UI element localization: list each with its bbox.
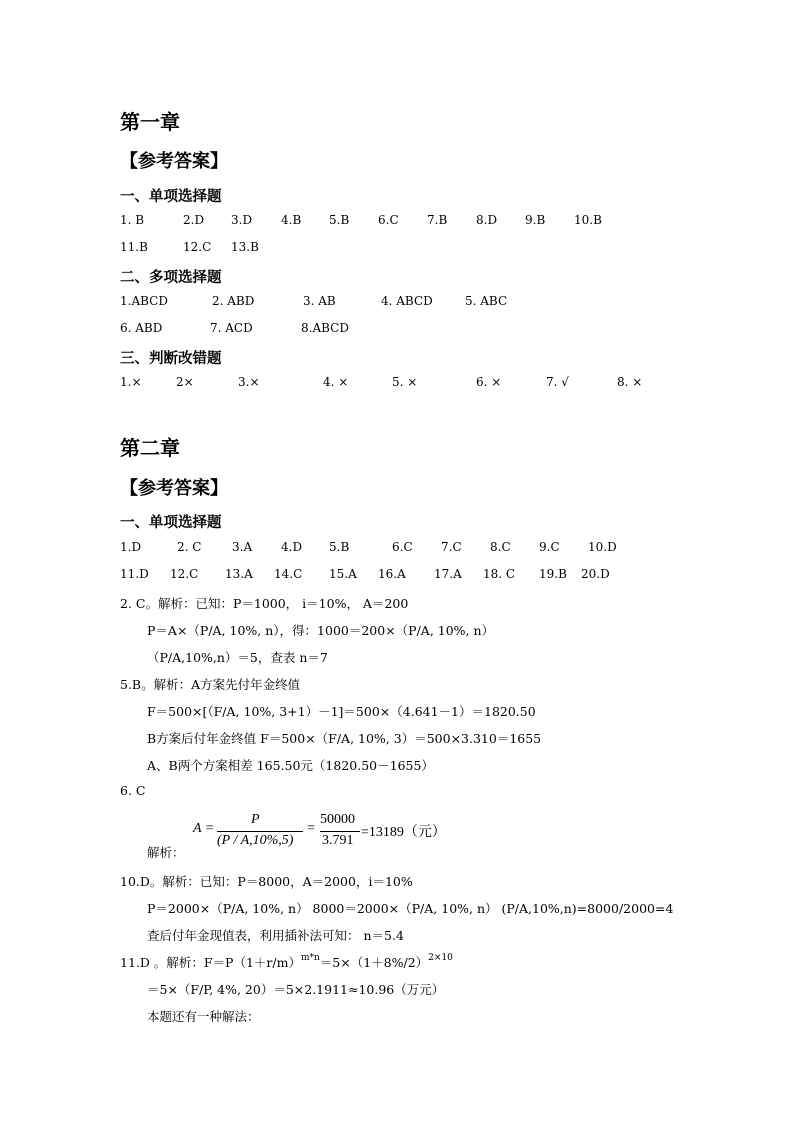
- formula-equals: =: [307, 821, 315, 836]
- solution-line: （P/A,10%,n）＝5，查表 n＝7: [147, 650, 328, 665]
- formula-lhs: A =: [193, 821, 215, 836]
- formula-result: =13189（元）: [361, 825, 446, 840]
- solution-line: 本题还有一种解法：: [147, 1009, 260, 1024]
- chapter-1-multi-row-1: [0, 294, 794, 310]
- fraction-bar: [217, 831, 303, 832]
- answer-item: 6.C: [378, 213, 399, 227]
- answer-item: 8.D: [476, 213, 498, 227]
- answer-item: 13.B: [231, 240, 259, 254]
- solution-line: ＝5×（F/P, 4%, 20）＝5×2.1911≈10.96（万元）: [147, 982, 445, 997]
- answer-item: 8.C: [490, 540, 511, 554]
- formula-numerator: P: [251, 812, 260, 827]
- chapter-1-title: 第一章: [120, 110, 180, 134]
- chapter-1-judge-row: [0, 375, 794, 391]
- answer-item: 3.D: [231, 213, 253, 227]
- answer-item: 2.D: [183, 213, 205, 227]
- solution-line: F＝500×[（F/A, 10%, 3+1）－1]＝500×（4.641－1）＝1820.50: [147, 704, 536, 719]
- answer-item: 3. AB: [303, 294, 336, 308]
- answer-item: 2. ABD: [212, 294, 255, 308]
- answer-item: 1.ABCD: [120, 294, 168, 308]
- solution-line: 10.D。解析：已知：P＝8000，A＝2000，i＝10%: [120, 874, 413, 889]
- solution-line: P＝2000×（P/A, 10%, n） 8000＝2000×（P/A, 10%, n） (P/A,10%,n)=8000/2000=4: [147, 901, 674, 916]
- formula-numerator-2: 50000: [320, 812, 355, 827]
- answer-item: 17.A: [434, 567, 462, 581]
- chapter-1-single-choice-title: 一、单项选择题: [120, 189, 222, 205]
- answer-item: 9.C: [539, 540, 560, 554]
- answer-item: 4.D: [281, 540, 303, 554]
- formula-denominator: (P / A,10%,5): [217, 833, 294, 848]
- answer-item: 12.C: [183, 240, 212, 254]
- answer-item: 1.×: [120, 375, 142, 389]
- answer-item: 6. ×: [476, 375, 502, 389]
- answer-item: 11.B: [120, 240, 148, 254]
- answer-item: 5. ABC: [465, 294, 508, 308]
- answer-item: 8. ×: [617, 375, 643, 389]
- chapter-2-single-row-2: [0, 567, 794, 583]
- answer-item: 7.C: [441, 540, 462, 554]
- answer-item: 6. ABD: [120, 321, 163, 335]
- answer-item: 15.A: [329, 567, 357, 581]
- solution-line-text: ＝5×（1＋8%/2）: [319, 955, 429, 970]
- solution-line: 查后付年金现值表，利用插补法可知： n＝5.4: [147, 928, 404, 943]
- chapter-1-multi-choice-title: 二、多项选择题: [120, 270, 222, 286]
- solution-line: P＝A×（P/A, 10%, n），得：1000＝200×（P/A, 10%, n）: [147, 623, 495, 638]
- fraction-bar: [320, 831, 360, 832]
- answer-item: 1.D: [120, 540, 142, 554]
- answer-item: 7. √: [546, 375, 569, 389]
- answer-item: 4. ABCD: [381, 294, 433, 308]
- answer-item: 20.D: [581, 567, 610, 581]
- solution-line: 6. C: [120, 783, 146, 798]
- answer-item: 8.ABCD: [301, 321, 349, 335]
- answer-item: 14.C: [274, 567, 303, 581]
- answer-item: 18. C: [483, 567, 516, 581]
- answer-item: 10.D: [588, 540, 617, 554]
- answer-item: 5. ×: [392, 375, 418, 389]
- solution-line: 5.B。解析：A方案先付年金终值: [120, 677, 301, 692]
- answer-item: 19.B: [539, 567, 567, 581]
- formula-denominator-2: 3.791: [322, 833, 354, 848]
- answer-item: 13.A: [225, 567, 253, 581]
- solution-line: 2. C。解析：已知：P＝1000， i＝10%， A＝200: [120, 596, 409, 611]
- answer-item: 7.B: [427, 213, 448, 227]
- chapter-2-title: 第二章: [120, 436, 180, 460]
- answer-item: 10.B: [574, 213, 602, 227]
- answer-item: 11.D: [120, 567, 149, 581]
- answer-item: 7. ACD: [210, 321, 253, 335]
- answer-item: 9.B: [525, 213, 546, 227]
- answer-item: 2. C: [177, 540, 202, 554]
- answer-item: 3.A: [232, 540, 253, 554]
- answer-item: 6.C: [392, 540, 413, 554]
- answer-item: 5.B: [329, 540, 350, 554]
- answer-item: 16.A: [378, 567, 406, 581]
- answer-item: 1. B: [120, 213, 145, 227]
- answer-item: 3.×: [238, 375, 260, 389]
- chapter-2-answer-header: 【参考答案】: [120, 478, 228, 499]
- solution-line: 解析：: [147, 845, 185, 860]
- answer-item: 4.B: [281, 213, 302, 227]
- answer-item: 12.C: [170, 567, 199, 581]
- exponent: m*n: [300, 953, 320, 963]
- solution-line: [120, 953, 453, 971]
- solution-line: A、B两个方案相差 165.50元（1820.50－1655）: [147, 758, 434, 773]
- chapter-2-single-choice-title: 一、单项选择题: [120, 515, 222, 531]
- chapter-1-multi-row-2: [0, 321, 794, 337]
- chapter-1-single-row-1: [0, 213, 794, 229]
- chapter-1-judge-title: 三、判断改错题: [120, 351, 222, 367]
- chapter-2-single-row-1: [0, 540, 794, 556]
- answer-item: 4. ×: [323, 375, 349, 389]
- answer-item: 5.B: [329, 213, 350, 227]
- solution-line: B方案后付年金终值 F＝500×（F/A, 10%, 3）＝500×3.310＝1655: [147, 731, 542, 746]
- chapter-1-answer-header: 【参考答案】: [120, 151, 228, 172]
- chapter-1-single-row-2: [0, 240, 794, 256]
- solution-line-text: 11.D 。解析：F＝P（1＋r/m）: [120, 955, 301, 970]
- answer-item: 2×: [176, 375, 194, 389]
- exponent: 2×10: [428, 953, 453, 963]
